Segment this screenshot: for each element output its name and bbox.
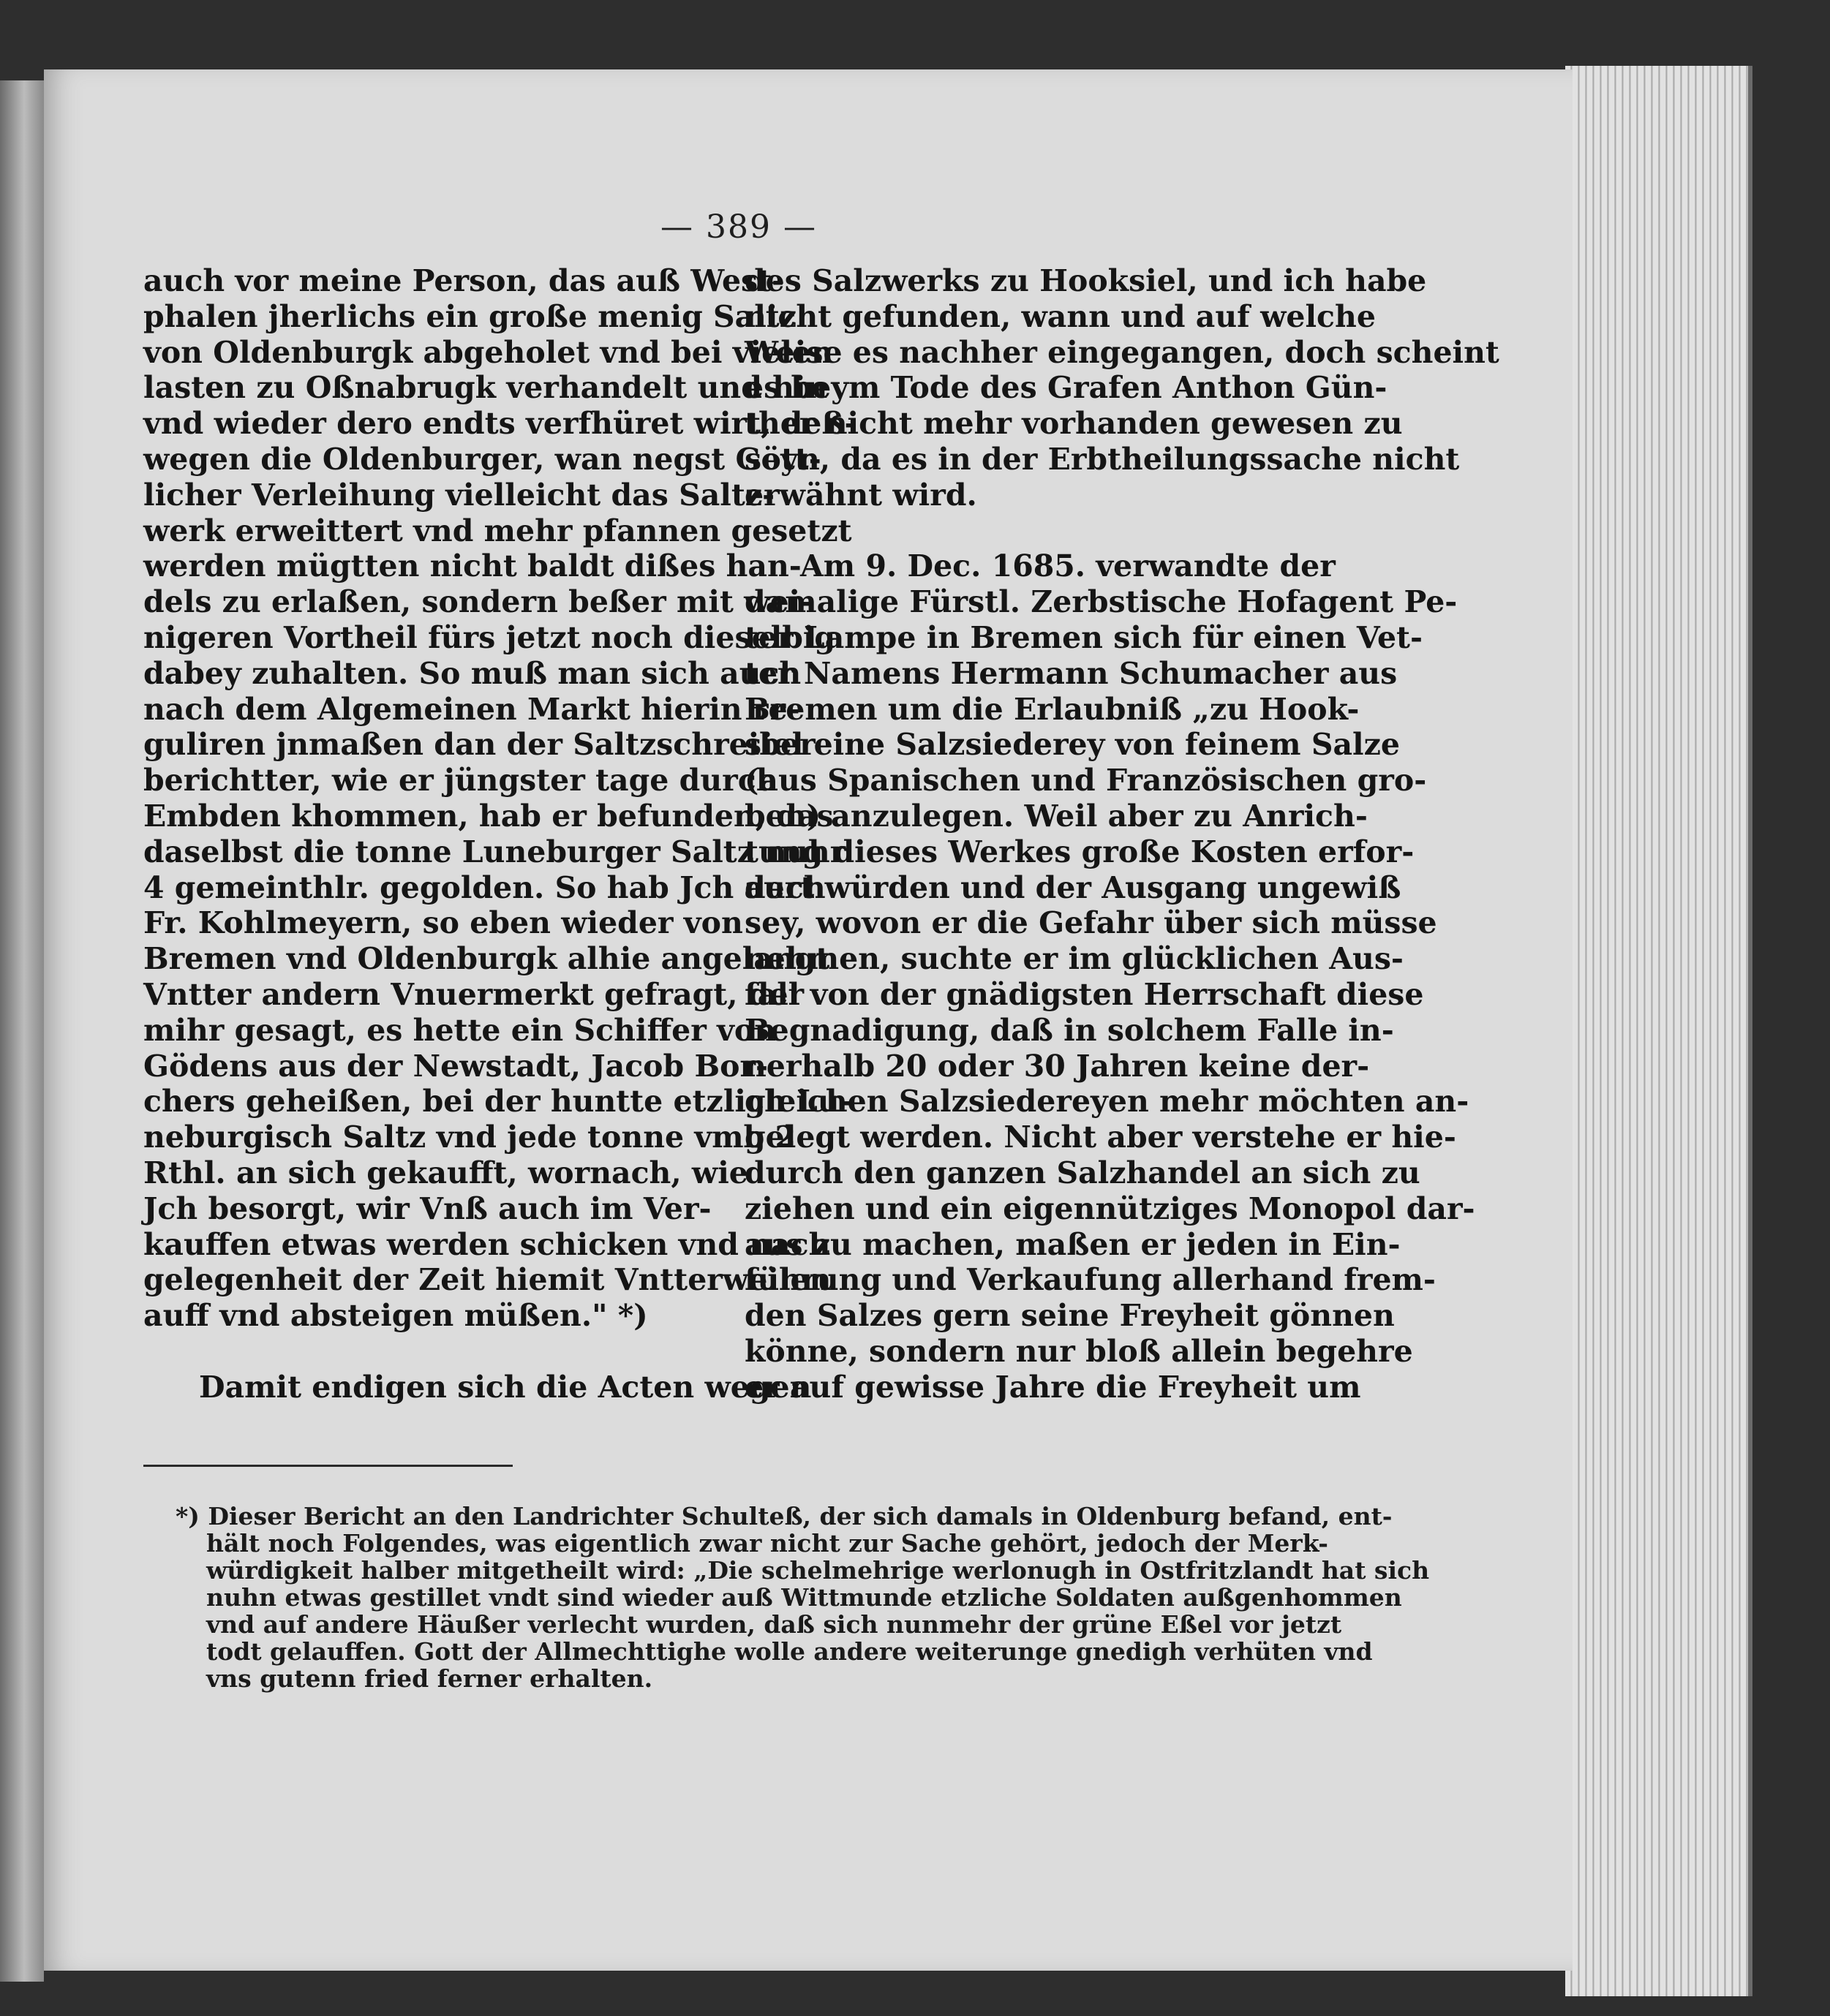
text-line: phalen jherlichs ein große menig Saltz [143,298,797,334]
text-line: daselbst die tonne Luneburger Saltz nuhr [143,834,846,869]
left-page-edge [0,80,44,1982]
text-line: nerhalb 20 oder 30 Jahren keine der- [745,1048,1370,1084]
text-line: fall von der gnädigsten Herrschaft diese [745,976,1424,1012]
text-line: es beym Tode des Grafen Anthon Gün- [745,370,1387,406]
text-line: ter Lampe in Bremen sich für einen Vet- [745,619,1423,655]
footnote-line: *) Dieser Bericht an den Landrichter Schulteß, der sich damals in Oldenburg befand, ent- [176,1502,1393,1530]
text-line: nicht gefunden, wann und auf welche [745,298,1376,334]
text-line: könne, sondern nur bloß allein begehre [745,1333,1413,1369]
text-line: seyn, da es in der Erbtheilungssache nicht [745,441,1460,477]
text-line: werk erweittert vnd mehr pfannen gesetzt [143,513,852,548]
text-line: Damit endigen sich die Acten wegen [199,1369,812,1405]
text-line: Vntter andern Vnuermerkt gefragt, der [143,976,805,1012]
page-number: — 389 — [660,208,817,246]
text-line: führung und Verkaufung allerhand frem- [745,1262,1436,1298]
text-line: Weise es nachher eingegangen, doch scheint [745,334,1499,370]
text-line: guliren jnmaßen dan der Saltzschreiber [143,727,816,763]
text-line: Fr. Kohlmeyern, so eben wieder von [143,905,743,941]
text-line: gelegt werden. Nicht aber verstehe er hie- [745,1120,1456,1155]
text-line: tung dieses Werkes große Kosten erfor- [745,834,1415,869]
text-line: Bremen vnd Oldenburgk alhie angelangt [143,941,830,977]
text-line: von Oldenburgk abgeholet vnd bei vielen [143,334,833,370]
text-line: dert würden und der Ausgang ungewiß [745,869,1401,905]
paragraph-gap [745,513,1312,549]
right-column [745,263,1499,1405]
text-line: mihr gesagt, es hette ein Schiffer von [143,1012,777,1048]
text-line: Rthl. an sich gekaufft, wornach, wie [143,1155,748,1190]
text-line: kauffen etwas werden schicken vnd nach [143,1226,831,1262]
text-line: nehmen, suchte er im glücklichen Aus- [745,941,1404,977]
text-line: vnd wieder dero endts verfhüret wirt, deß- [143,406,857,442]
text-line: berichtter, wie er jüngster tage durch [143,763,778,799]
footnote-line: todt gelauffen. Gott der Allmechttighe wolle andere weiterunge gnedigh verhüten vnd [206,1637,1373,1666]
text-line: neburgisch Saltz vnd jede tonne vmb 2 [143,1120,797,1155]
footnote-line: nuhn etwas gestillet vndt sind wieder auß Wittmunde etzliche Soldaten außgenhommen [206,1583,1402,1612]
footnote-line: hält noch Folgendes, was eigentlich zwar nicht zur Sache gehört, jedoch der Merk- [206,1529,1328,1558]
text-line: auch vor meine Person, das auß West- [143,263,785,298]
text-line: wegen die Oldenburger, wan negst Gött- [143,441,821,477]
text-line: chers geheißen, bei der huntte etzlich Lu- [143,1084,852,1120]
text-line: lasten zu Oßnabrugk verhandelt und hin [143,370,828,406]
text-line: dels zu erlaßen, sondern beßer mit wei- [143,584,813,620]
text-line: werden mügtten nicht baldt dißes han- [143,548,802,584]
text-line: erwähnt wird. [745,477,977,513]
text-line: Gödens aus der Newstadt, Jacob Bor- [143,1048,769,1084]
text-line: aus zu machen, maßen er jeden in Ein- [745,1226,1401,1262]
text-line: ziehen und ein eigennütziges Monopol dar- [745,1190,1475,1226]
text-line: den Salzes gern seine Freyheit gönnen [745,1298,1395,1334]
text-line: 4 gemeinthlr. gegolden. So hab Jch auch [143,869,826,905]
text-line: auff vnd absteigen müßen." *) [143,1298,648,1334]
left-column [143,263,857,1405]
text-line: Bremen um die Erlaubniß „zu Hook- [745,691,1360,727]
footnote [176,1502,1430,1693]
text-line: damalige Fürstl. Zerbstische Hofagent Pe- [745,584,1458,620]
footnote-line: vns gutenn fried ferner erhalten. [206,1664,653,1693]
text-line: Jch besorgt, wir Vnß auch im Ver- [143,1190,712,1226]
text-line: nach dem Algemeinen Markt hierin re- [143,691,800,727]
text-line: Embden khommen, hab er befunden, das [143,798,834,834]
text-line: (aus Spanischen und Französischen gro- [745,763,1427,799]
text-line: Am 9. Dec. 1685. verwandte der [800,548,1336,584]
text-line: ben) anzulegen. Weil aber zu Anrich- [745,798,1368,834]
text-line: ther nicht mehr vorhanden gewesen zu [745,406,1403,442]
text-line: er auf gewisse Jahre die Freyheit um [745,1369,1361,1405]
text-line: dabey zuhalten. So muß man sich auch [143,655,802,691]
footnote-line: vnd auf andere Häußer verlecht wurden, daß sich nunmehr der grüne Eßel vor jetzt [206,1610,1342,1639]
text-line: sey, wovon er die Gefahr über sich müsse [745,905,1437,941]
text-line: gleichen Salzsiedereyen mehr möchten an- [745,1084,1469,1120]
text-line: licher Verleihung vielleicht das Saltz- [143,477,775,513]
footnote-line: würdigkeit halber mitgetheilt wird: „Die schelmehrige werlonugh in Ostfritzlandt hat sich [206,1556,1430,1585]
text-line: gelegenheit der Zeit hiemit Vntterweilen [143,1262,832,1298]
footnote-rule [143,1465,513,1467]
page-stack-edge [1565,66,1752,1996]
text-line: durch den ganzen Salzhandel an sich zu [745,1155,1420,1190]
text-line: Begnadigung, daß in solchem Falle in- [745,1012,1394,1048]
paragraph-gap [143,1334,708,1370]
text-line: siel eine Salzsiederey von feinem Salze [745,727,1400,763]
text-line: des Salzwerks zu Hooksiel, und ich habe [745,263,1427,298]
text-line: ter Namens Hermann Schumacher aus [745,655,1398,691]
text-line: nigeren Vortheil fürs jetzt noch dieselbig [143,619,836,655]
